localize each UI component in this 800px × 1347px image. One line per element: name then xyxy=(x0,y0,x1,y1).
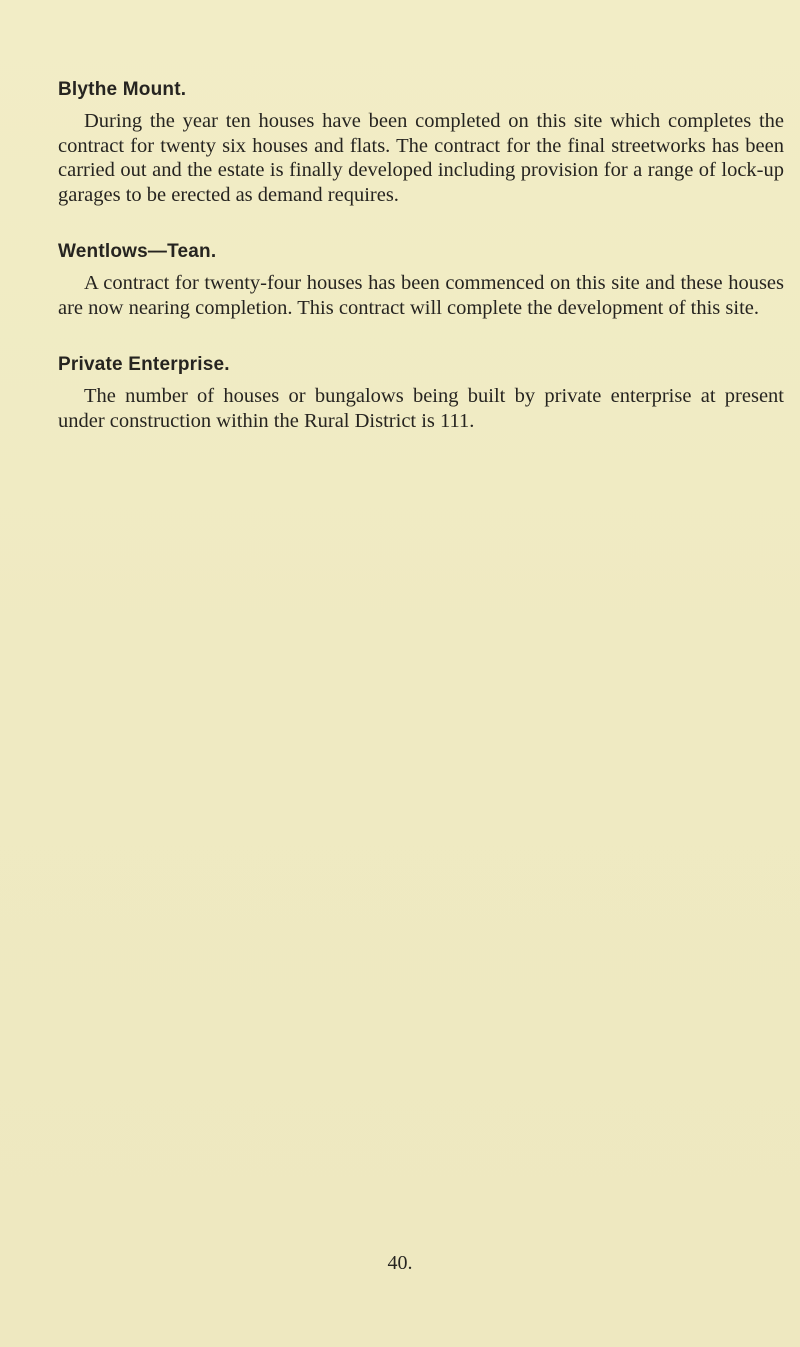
page-content xyxy=(58,78,784,466)
section-heading: Wentlows—Tean. xyxy=(58,241,217,262)
section-heading: Private Enterprise. xyxy=(58,354,230,375)
section-paragraph: A contract for twenty-four houses has been commenced on this site and these houses are now nearing completion. This contract will complete the development of this site. xyxy=(58,272,784,319)
section-private-enterprise xyxy=(58,353,784,433)
section-heading: Blythe Mount. xyxy=(58,79,187,100)
page-number: 40. xyxy=(387,1252,413,1274)
section-wentlows-tean xyxy=(58,240,784,320)
section-paragraph: During the year ten houses have been completed on this site which completes the contract for twenty six houses and flats. The contract for the final streetworks has been carried out and the estate is finally developed including provision for a range of lock-up garages to be erected as demand requires. xyxy=(58,110,784,206)
section-paragraph: The number of houses or bungalows being built by private enterprise at present under construction within the Rural District is 111. xyxy=(58,385,784,432)
section-blythe-mount xyxy=(58,78,784,207)
